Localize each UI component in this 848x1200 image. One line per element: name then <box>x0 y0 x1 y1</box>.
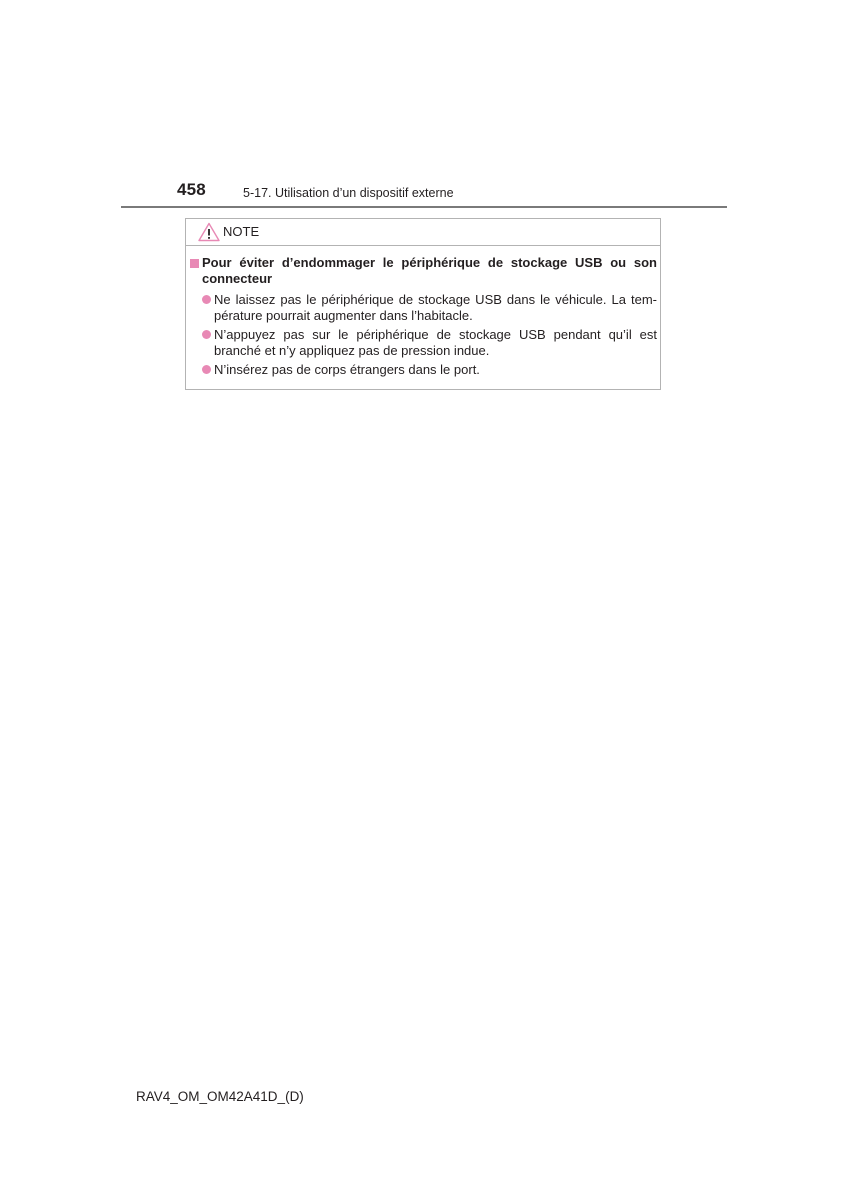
note-bullet <box>214 292 657 323</box>
header-rule <box>121 206 727 208</box>
document-code: RAV4_OM_OM42A41D_(D) <box>136 1089 304 1104</box>
note-body <box>186 255 660 378</box>
circle-bullet-icon <box>202 295 211 304</box>
note-bullet-text: N’insérez pas de corps étrangers dans le port. <box>214 362 480 377</box>
warning-triangle-icon <box>198 222 220 242</box>
note-bullet <box>214 362 657 378</box>
note-box <box>185 218 661 390</box>
note-bullet <box>214 327 657 358</box>
note-bullet-text: N’appuyez pas sur le périphérique de stockage USB pendant qu’il est branché et n’y appliquez pas de pression indue. <box>214 327 657 358</box>
page-number: 458 <box>177 180 206 199</box>
circle-bullet-icon <box>202 330 211 339</box>
square-bullet-icon <box>190 259 199 268</box>
note-heading-text: Pour éviter d’endommager le périphérique de stockage USB ou son connecteur <box>202 255 657 286</box>
note-label: NOTE <box>223 224 260 239</box>
note-heading <box>202 255 657 287</box>
note-bullet-text: Ne laissez pas le périphérique de stockage USB dans le véhicule. La température pourrait augmenter dans l’habitacle. <box>214 292 657 323</box>
circle-bullet-icon <box>202 365 211 374</box>
note-header <box>186 219 660 246</box>
section-title: 5-17. Utilisation d’un dispositif externe <box>243 186 454 200</box>
